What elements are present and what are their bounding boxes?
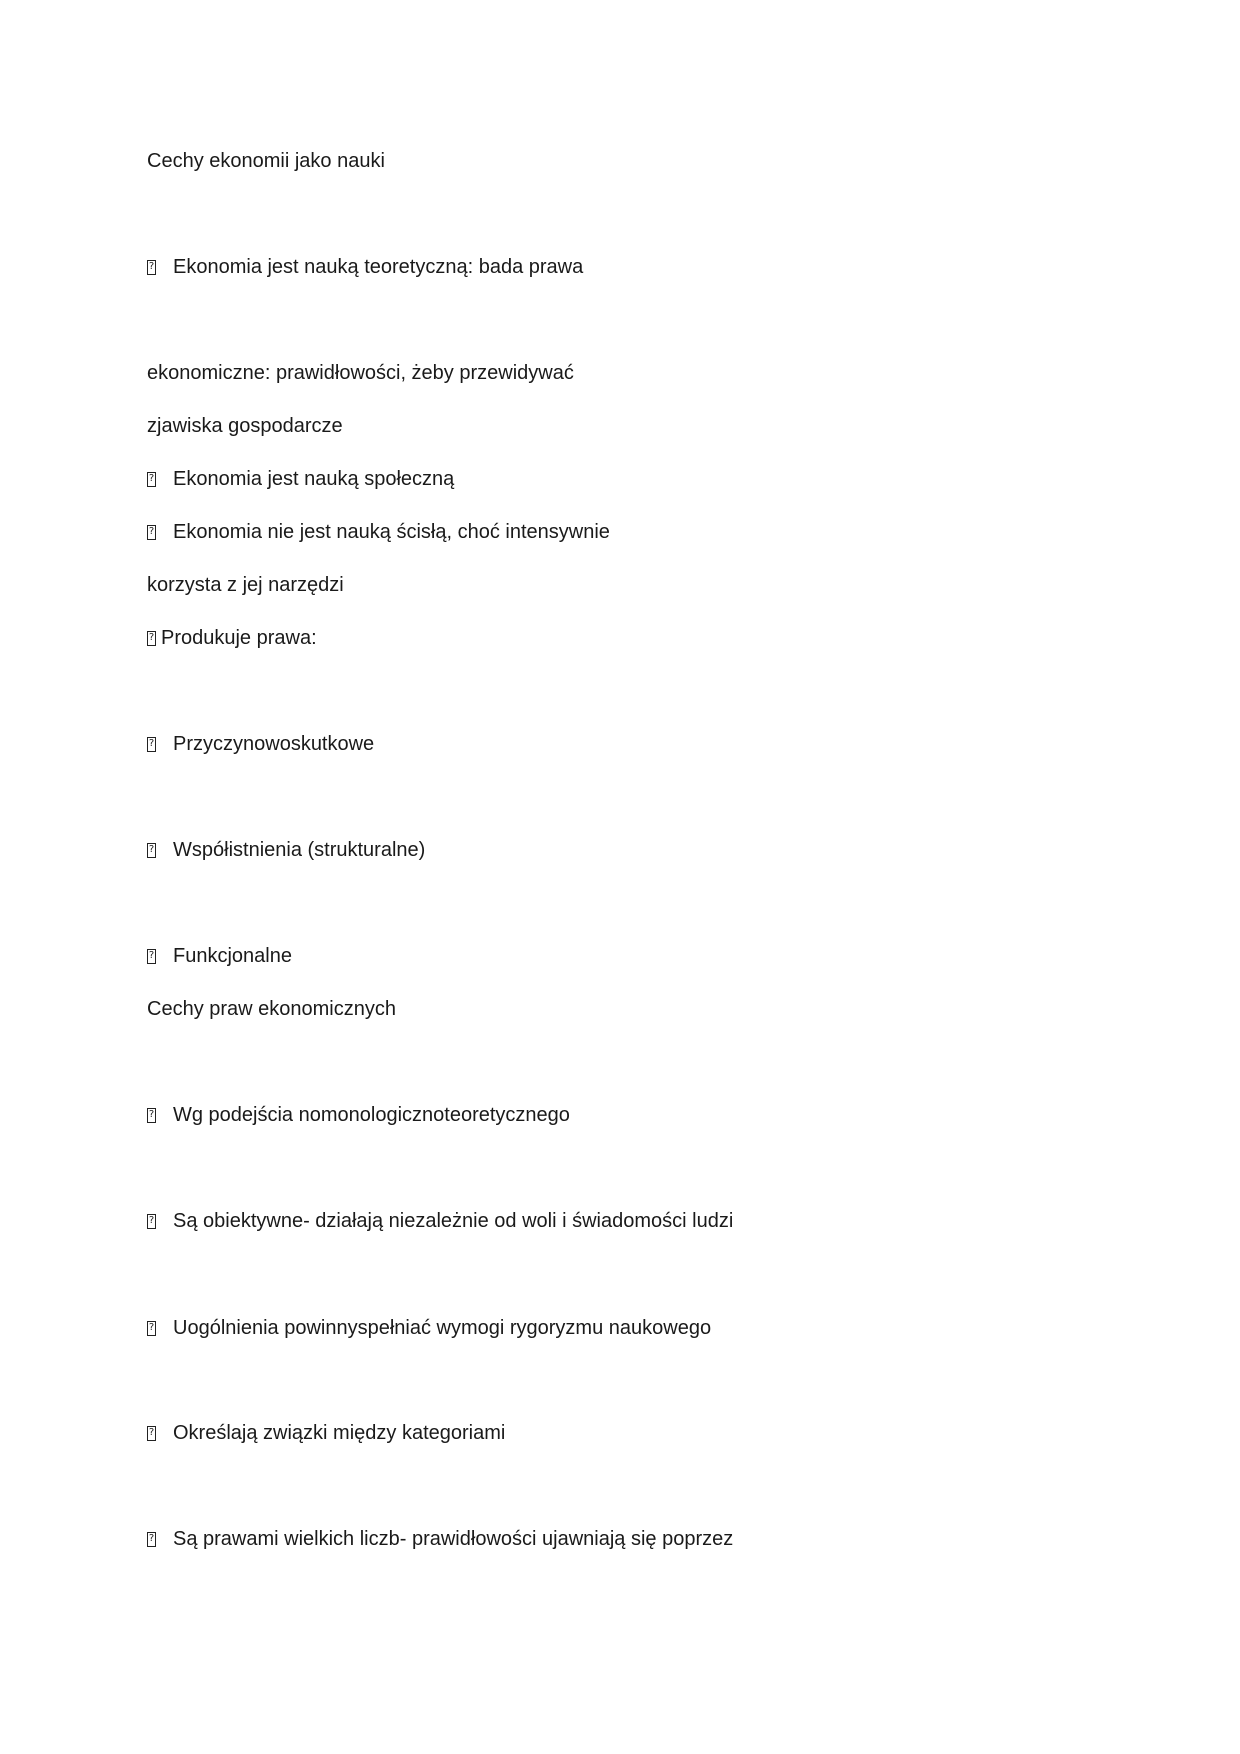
- missing-glyph-icon: [147, 1321, 156, 1336]
- line-text: Cechy praw ekonomicznych: [147, 998, 396, 1020]
- bullet-item: [147, 1315, 711, 1341]
- line-text: Ekonomia nie jest nauką ścisłą, choć intensywnie: [173, 521, 610, 543]
- line-text: korzysta z jej narzędzi: [147, 574, 344, 596]
- missing-glyph-icon: [147, 737, 156, 752]
- bullet-item: [147, 1102, 570, 1128]
- line-text: Ekonomia jest nauką społeczną: [173, 468, 455, 490]
- missing-glyph-icon: [147, 472, 156, 487]
- missing-glyph-icon: [147, 260, 156, 275]
- line-text: Wg podejścia nomonologicznoteoretycznego: [173, 1104, 570, 1126]
- missing-glyph-icon: [147, 631, 156, 646]
- line-text: Określają związki między kategoriami: [173, 1422, 506, 1444]
- bullet-item: [147, 731, 374, 757]
- line-text: Współistnienia (strukturalne): [173, 839, 426, 861]
- line-text: Są obiektywne- działają niezależnie od woli i świadomości ludzi: [173, 1210, 734, 1232]
- bullet-item: [147, 254, 583, 280]
- line-text: Uogólnienia powinnyspełniać wymogi rygoryzmu naukowego: [173, 1317, 712, 1339]
- line-text: Produkuje prawa:: [161, 627, 317, 649]
- bullet-item: [147, 837, 425, 863]
- bullet-item: [147, 1420, 505, 1446]
- line-text: Przyczynowoskutkowe: [173, 733, 375, 755]
- missing-glyph-icon: [147, 525, 156, 540]
- text-line: [147, 572, 344, 598]
- line-text: Ekonomia jest nauką teoretyczną: bada prawa: [173, 256, 584, 278]
- bullet-item: [147, 519, 610, 545]
- missing-glyph-icon: [147, 1426, 156, 1441]
- missing-glyph-icon: [147, 1108, 156, 1123]
- section-heading: [147, 996, 396, 1022]
- line-text: ekonomiczne: prawidłowości, żeby przewidywać: [147, 362, 574, 384]
- line-text: Cechy ekonomii jako nauki: [147, 150, 385, 172]
- document-heading: [147, 148, 385, 174]
- text-line: [147, 360, 574, 386]
- missing-glyph-icon: [147, 843, 156, 858]
- text-line: [147, 413, 343, 439]
- missing-glyph-icon: [147, 949, 156, 964]
- bullet-item: [147, 1208, 733, 1234]
- bullet-item: [147, 625, 317, 651]
- line-text: Funkcjonalne: [173, 945, 292, 967]
- bullet-item: [147, 1526, 733, 1552]
- line-text: Są prawami wielkich liczb- prawidłowości ujawniają się poprzez: [173, 1528, 734, 1550]
- bullet-item: [147, 943, 292, 969]
- line-text: zjawiska gospodarcze: [147, 415, 343, 437]
- missing-glyph-icon: [147, 1214, 156, 1229]
- bullet-item: [147, 466, 454, 492]
- missing-glyph-icon: [147, 1532, 156, 1547]
